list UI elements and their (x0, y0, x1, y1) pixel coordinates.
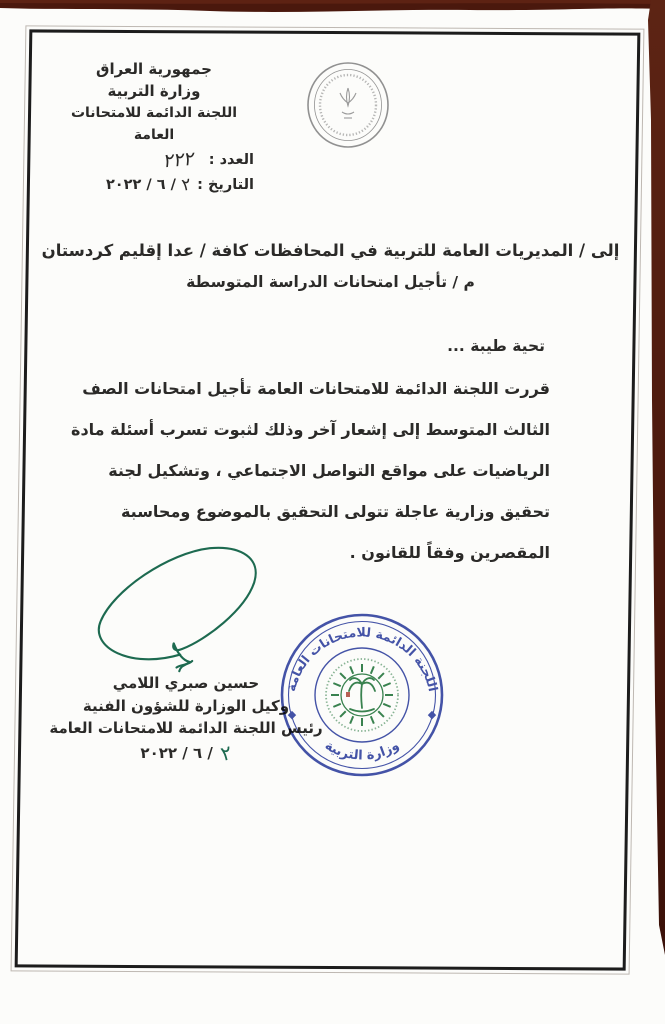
number-label: العدد : (208, 152, 254, 168)
letterhead-country: جمهورية العراق (96, 60, 212, 78)
date-day-handwritten: ٢ (180, 174, 194, 196)
stamp-diamond-right-icon: ◆ (427, 708, 437, 721)
ministry-emblem-icon (326, 659, 398, 731)
signature-date-day-handwritten: ٢ (218, 739, 235, 766)
document-number-line (54, 149, 254, 171)
number-value-handwritten: ٢٢٢ (162, 147, 197, 173)
signatory-name: حسين صبري اللامي (112, 674, 260, 692)
date-label: التاريخ : (197, 177, 254, 193)
signatory-title-1: وكيل الوزارة للشؤون الفنية (82, 696, 290, 715)
subject-line: م / تأجيل امتحانات الدراسة المتوسطة (186, 273, 475, 291)
addressee-block (30, 241, 631, 291)
document-date-line (54, 174, 254, 196)
book-edge-right (645, 0, 665, 1024)
date-printed: / ٦ / ٢٠٢٢ (105, 177, 176, 193)
letterhead (54, 58, 254, 196)
republic-seal-icon (302, 60, 394, 152)
stamp-arc-bottom-text: وزارة التربية (322, 738, 402, 764)
greeting: تحية طيبة ... (447, 337, 545, 355)
to-line: إلى / المديريات العامة للتربية في المحافظات كافة / عدا إقليم كردستان (41, 241, 620, 260)
letterhead-committee: اللجنة الدائمة للامتحانات العامة (70, 105, 238, 143)
signature-date-printed: / ٦ / ٢٠٢٢ (140, 743, 213, 762)
body-paragraph: قررت اللجنة الدائمة للامتحانات العامة تأجيل امتحانات الصف الثالث المتوسط إلى إشعار آخر وذلك لثبوت تسرب أسئلة مادة الرياضيات على مواقع التواصل الاجتماعي ، وتشكيل لجنة تحقيق وزارية عاجلة تتولى التحقيق بالموضوع ومحاسبة المقصرين وفقاً للقانون . (71, 379, 550, 562)
stamp-diamond-left-icon: ◆ (287, 708, 297, 721)
signatory-title-2: رئيس اللجنة الدائمة للامتحانات العامة (49, 719, 323, 737)
letterhead-ministry: وزارة التربية (107, 82, 201, 100)
committee-round-stamp (277, 610, 447, 780)
handwritten-signature (84, 542, 269, 682)
emblem-red-flag-mark (346, 692, 350, 697)
stamp-arc-top-text: اللجنة الدائمة للامتحانات العامة (282, 624, 442, 693)
